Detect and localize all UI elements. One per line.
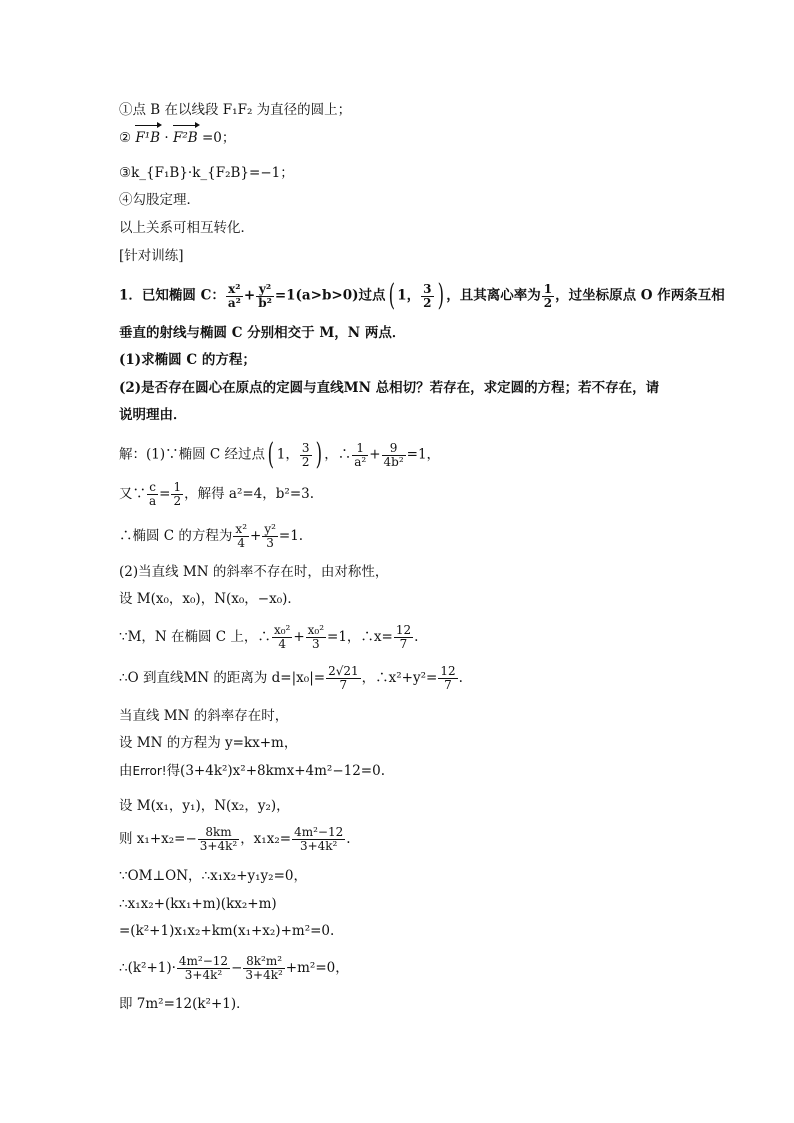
fraction: $\frac{12}{7}$ [440, 664, 456, 692]
solution-line: 即 7m²=12(k²+1)． [119, 996, 250, 1012]
solution-line: ∴x₁x₂+(kx₁+m)(kx₂+m) [119, 896, 277, 912]
solution-line: ∴O 到直线MN 的距离为 d=|x₀|= $\frac{2√21}{7}$ ，∴x²+y²= $\frac{12}{7}$ . [119, 664, 463, 692]
fraction: $\frac{2√21}{7}$ [328, 664, 359, 692]
solution-line: 则 x₁+x₂=− $\frac{8km}{\text{3+4k²}}$ ，x₁x₂= $\frac{\text{4m²−12}}{\text{3+4k²}}$ . [119, 825, 351, 853]
error-placeholder: Error! [132, 764, 167, 778]
fraction: $\frac{\text{4m²−12}}{\text{3+4k²}}$ [178, 954, 229, 982]
solution-line: 解：(1)∵椭圆 C 经过点( 1， $\frac{3}{2}$ ) ，∴ $\frac{1}{\text{a²}}$ + $\frac{9}{\text{4b²}}$ =1， [119, 437, 441, 472]
text-line: ①点 B 在以线段 F₁F₂ 为直径的圆上； [119, 102, 352, 118]
problem-line: 说明理由． [119, 407, 187, 423]
fraction: $\frac{1}{\text{a²}}$ [354, 440, 367, 469]
solution-line: 设 M(x₀，x₀)，N(x₀，−x₀)． [119, 591, 301, 607]
solution-line: 当直线 MN 的斜率存在时， [119, 708, 289, 724]
vector: F¹B [135, 130, 161, 146]
solution-line: 设 MN 的方程为 y=kx+m， [119, 735, 298, 751]
fraction: $\frac{1}{2}$ [173, 480, 182, 508]
text-line: 以上关系可相互转化． [119, 220, 254, 236]
fraction: $\frac{\text{x²}}{\text{a²}}$ [227, 281, 241, 310]
fraction: $\frac{12}{7}$ [395, 623, 412, 651]
text-line: [针对训练] [119, 248, 184, 264]
fraction: $\frac{\text{x²}}{4}$ [235, 522, 247, 550]
solution-line: =(k²+1)x₁x₂+km(x₁+x₂)+m²=0. [119, 923, 335, 939]
text-segment: · [160, 130, 173, 146]
problem-line: (1)求椭圆 C 的方程； [119, 352, 256, 368]
text-line [119, 128, 235, 148]
fraction: $\frac{9}{\text{4b²}}$ [383, 440, 404, 469]
problem-line: (2)是否存在圆心在原点的定圆与直线MN 总相切？若存在，求定圆的方程；若不存在，请 [119, 380, 660, 396]
solution-line: ∵OM⊥ON，∴x₁x₂+y₁y₂=0， [119, 868, 307, 884]
problem-line: 1．已知椭圆 C： $\frac{\text{x²}}{\text{a²}}$ + $\frac{\text{y²}}{\text{b²}}$ =1(a>b>0)过点( 1， $\frac{3}{2}$ ) ，且其离心率为 $\frac{1}{2}$ ，过坐标原点 O 作两条互相 [119, 278, 725, 313]
solution-line: 又∵ $\frac{c}{a}$ = $\frac{1}{2}$ ，解得 a²=4，b²=3. [119, 480, 315, 508]
text-segment: ② [119, 130, 136, 146]
fraction: $\frac{\text{y²}}{3}$ [264, 522, 276, 550]
vector: F²B [172, 130, 198, 146]
fraction: $\frac{3}{2}$ [301, 440, 310, 469]
solution-line: (2)当直线 MN 的斜率不存在时，由对称性， [119, 564, 389, 580]
solution-line: ∴椭圆 C 的方程为 $\frac{\text{x²}}{4}$ + $\frac{\text{y²}}{3}$ =1. [119, 522, 304, 550]
solution-line: ∵M，N 在椭圆 C 上，∴ $\frac{\text{x₀²}}{4}$ + $\frac{\text{x₀²}}{3}$ =1，∴x= $\frac{12}{7}$ . [119, 623, 419, 651]
fraction: $\frac{\text{y²}}{\text{b²}}$ [258, 281, 272, 310]
fraction: $\frac{\text{x₀²}}{3}$ [307, 623, 325, 651]
solution-line: 设 M(x₁，y₁)，N(x₂，y₂)， [119, 798, 290, 814]
problem-line: 垂直的射线与椭圆 C 分别相交于 M，N 两点． [119, 325, 406, 341]
fraction: $\frac{c}{a}$ [149, 480, 157, 508]
fraction: $\frac{\text{4m²−12}}{\text{3+4k²}}$ [294, 825, 344, 853]
fraction: $\frac{1}{2}$ [543, 281, 553, 310]
solution-line: ∴(k²+1)· $\frac{\text{4m²−12}}{\text{3+4k²}}$ − $\frac{\text{8k²m²}}{\text{3+4k²}}$ +m²=0， [119, 954, 349, 982]
fraction: $\frac{8km}{\text{3+4k²}}$ [199, 825, 238, 853]
text-line: ④勾股定理． [119, 192, 200, 208]
fraction: $\frac{\text{x₀²}}{4}$ [273, 623, 291, 651]
text-line: ③k_{F₁B}·k_{F₂B}=−1； [119, 165, 294, 181]
text-segment: =0； [197, 130, 236, 146]
fraction: $\frac{3}{2}$ [423, 281, 432, 310]
fraction: $\frac{\text{8k²m²}}{\text{3+4k²}}$ [245, 954, 283, 982]
solution-line: 由Error!得(3+4k²)x²+8kmx+4m²−12=0. [119, 763, 385, 779]
